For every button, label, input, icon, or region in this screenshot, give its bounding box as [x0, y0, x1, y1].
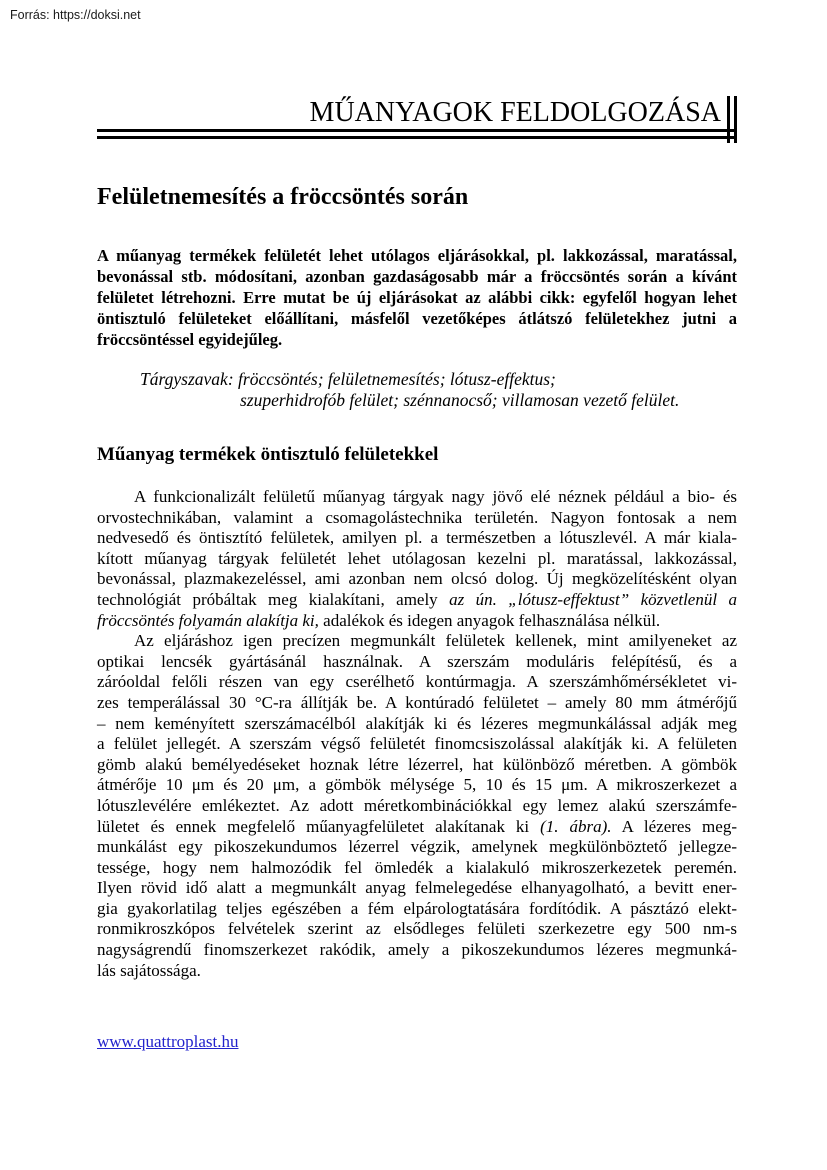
text-line: gömb alakú bemélyedéseket hoznak létre lézerrel, hat különböző méretben. A gömbök	[97, 754, 737, 774]
text-line: bevonással, plazmakezeléssel, ami azonban nem olcsó dolog. Új megközelítésként olyan	[97, 569, 737, 589]
paragraph	[97, 631, 737, 981]
text-line: Az eljáráshoz igen precízen megmunkált felületek kellenek, mint amilyeneket az	[134, 631, 737, 651]
journal-header	[97, 96, 737, 143]
text-line: záróoldal felőli részen van egy cserélhető kontúrmagja. A szerszámhőmérsékletet vi-	[97, 672, 737, 692]
footer-link[interactable]: www.quattroplast.hu	[97, 1032, 239, 1051]
body-text	[97, 487, 737, 981]
text-line: orvostechnikában, valamint a csomagolástechnika területén. Nagyon fontosak a nem	[97, 507, 737, 527]
journal-title: MŰANYAGOK FELDOLGOZÁSA	[309, 97, 721, 128]
text-line: átmérője 10 μm és 20 μm, a gömbök mélysége 5, 10 és 15 μm. A mikroszerkezet a	[97, 775, 737, 795]
keywords-line-2: szuperhidrofób felület; szénnanocső; villamosan vezető felület.	[240, 389, 680, 410]
text-line: a felület jellegét. A szerszám végső felületét finomcsiszolással alakítják ki. A felületen	[97, 734, 737, 754]
text-line: optikai lencsék gyártásánál használnak. A szerszám moduláris felépítésű, és a	[97, 651, 737, 671]
source-note: Forrás: https://doksi.net	[10, 8, 141, 22]
text-line: zes temperálással 30 °C-ra állítják be. A kontúradó felületet – amely 80 mm átmérőjű	[97, 692, 737, 712]
text-line: tessége, hogy nem halmozódik fel ömledék a kialakuló mikroszerkezetek peremén.	[97, 857, 737, 877]
keywords-line-1: Tárgyszavak: fröccsöntés; felületnemesítés; lótusz-effektus;	[140, 369, 556, 389]
text-line: fröccsöntés folyamán alakítja ki, adalékok és idegen anyagok felhasználása nélkül.	[97, 610, 661, 630]
text-line: ronmikroszkópos felvételek szerint az elsődleges felületi szerkezetre egy 500 nm-s	[97, 919, 737, 939]
text-line: fröccsöntéssel egyidejűleg.	[97, 330, 283, 349]
article-title: Felületnemesítés a fröccsöntés során	[97, 184, 469, 210]
text-line: A műanyag termékek felületét lehet utólagos eljárásokkal, pl. lakkozással, maratással,	[97, 246, 737, 265]
text-line: – nem keményített szerszámacélból alakítják ki és lézeres megmunkálással adják meg	[97, 713, 737, 733]
text-line: A funkcionalizált felületű műanyag tárgyak nagy jövő elé néznek például a bio- és	[134, 487, 737, 506]
keywords-block	[97, 369, 737, 410]
text-line: lótuszlevélére emlékeztet. Az adott méretkombinációkkal egy lemez alakú szerszámfe-	[97, 795, 737, 815]
lead-paragraph	[97, 245, 737, 350]
text-line: Ilyen rövid idő alatt a megmunkált anyag felmelegedése elhanyagolható, a bevitt ener-	[97, 878, 737, 898]
text-line: nagyságrendű finomszerkezet rakódik, amely a pikoszekundumos lézeres megmunká-	[97, 940, 737, 960]
text-line: bevonással stb. módosítani, azonban gazdaságosabb már a fröccsöntés során a kívánt	[97, 267, 737, 286]
text-line: technológiát próbáltak meg kialakítani, amely az ún. „lótusz-effektust” közvetlenül a	[97, 589, 737, 609]
text-line: lás sajátossága.	[97, 960, 201, 980]
section-heading: Műanyag termékek öntisztuló felületekkel	[97, 444, 439, 465]
text-line: nedvesedő és öntisztító felületek, amilyen pl. a természetben a lótuszlevél. A már kiala-	[97, 528, 737, 548]
text-line: felületet létrehozni. Erre mutat be új eljárásokat az alábbi cikk: egyfelől hogyan lehet	[97, 288, 737, 307]
text-line: öntisztuló felületeket előállítani, másfelől vezetőképes átlátszó felületekhez jutni a	[97, 309, 737, 328]
header-rule-vertical	[727, 96, 737, 143]
text-line: lületet és ennek megfelelő műanyagfelületet alakítanak ki (1. ábra). A lézeres meg-	[97, 816, 737, 836]
text-line: munkálást egy pikoszekundumos lézerrel végzik, amelynek megkülönböztető jellegze-	[97, 837, 737, 857]
text-line: kított műanyag tárgyak felületét lehet utólagosan kezelni pl. maratással, lakkozással,	[97, 548, 737, 568]
paragraph	[97, 487, 737, 631]
header-rule-horizontal	[97, 129, 737, 139]
text-line: gia gyakorlatilag teljes egészében a fém elpárologtatására fordítódik. A pásztázó elekt-	[97, 898, 737, 918]
